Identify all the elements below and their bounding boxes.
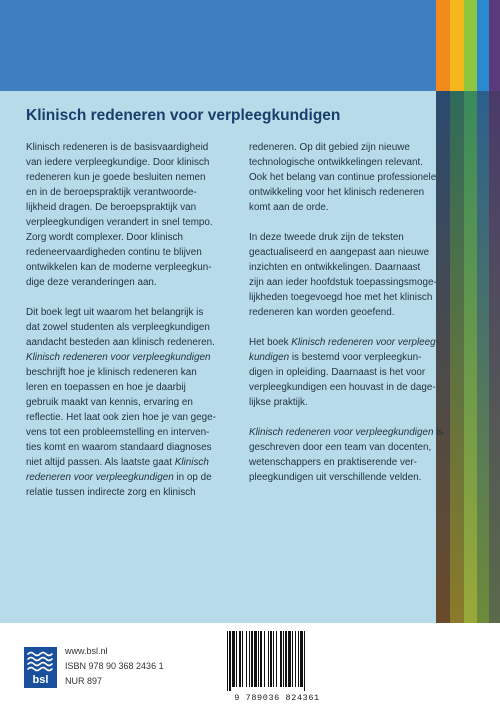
text-line: dige deze veranderingen aan. — [26, 277, 157, 288]
text-line: zijn aan ieder hoofdstuk toepassingsmoge- — [249, 277, 437, 288]
barcode-bar — [258, 631, 259, 687]
text-line: ties komt en waarom standaard diagnoses — [26, 442, 212, 453]
barcode-bar — [242, 631, 243, 687]
text-line: ontwikkeling voor het klinisch redeneren — [249, 187, 425, 198]
text-line: redeneervaardigheden continu te blijven — [26, 247, 202, 258]
text-line: geactualiseerd en aangepast aan nieuwe — [249, 247, 430, 258]
barcode-bar — [239, 631, 241, 687]
text-line: redeneren kun je goede besluiten nemen — [26, 172, 206, 183]
paragraph-second-edition — [249, 230, 441, 320]
text-line: van iedere verpleegkundige. Door klinisch — [26, 157, 210, 168]
text-line: digen in opleiding. Daarnaast is het voor — [249, 367, 426, 378]
text-line: redeneren kan worden geoefend. — [249, 307, 395, 318]
text-line: wetenschappers en praktiserende ver- — [249, 457, 417, 468]
paragraph-audience — [249, 335, 441, 410]
barcode-bar — [246, 631, 247, 687]
text-line: technologische ontwikkelingen relevant. — [249, 157, 424, 168]
paragraph-technology — [249, 140, 441, 215]
text-line: Klinisch redeneren is de basisvaardigheid — [26, 142, 209, 153]
text-line — [26, 470, 218, 485]
text-line — [26, 350, 218, 365]
stripe-yellow — [450, 0, 464, 623]
stripe-green — [464, 0, 477, 623]
barcode-bar — [304, 631, 305, 691]
book-title-italic: Klinisch redeneren voor verpleegkundigen — [249, 427, 434, 438]
text-line — [26, 455, 218, 470]
text-line: dat zowel studenten als verpleegkundigen — [26, 322, 210, 333]
stripe-blue — [477, 0, 489, 623]
barcode-bar — [283, 631, 284, 687]
publisher-logo — [24, 647, 57, 688]
barcode-digits: 9 789036 824361 — [234, 693, 320, 703]
text-line: Ook het belang van continue professionele — [249, 172, 437, 183]
isbn-number: ISBN 978 90 368 2436 1 — [65, 661, 164, 671]
barcode-bar — [280, 631, 282, 687]
publisher-logo-mark-icon — [24, 647, 57, 675]
text-line: Dit boek legt uit waarom het belangrijk is — [26, 307, 204, 318]
text-line: ontwikkelen kan de moderne verpleegkun- — [26, 262, 212, 273]
paragraph-authors — [249, 425, 444, 485]
barcode-bar — [285, 631, 287, 687]
text-span: niet altijd passen. Als laatste gaat — [26, 457, 173, 468]
barcode-bar — [251, 631, 253, 687]
text-span: is — [433, 427, 444, 438]
book-title-italic: Klinisch redeneren voor verpleeg- — [291, 337, 439, 348]
text-line: komt aan de orde. — [249, 202, 329, 213]
stripe-purple — [489, 0, 500, 623]
text-line: relatie tussen indirecte zorg en klinisch — [26, 487, 196, 498]
paragraph-purpose — [26, 305, 218, 500]
text-line: lijkheden toegevoegd hoe met het klinisch — [249, 292, 433, 303]
barcode-bar — [298, 631, 299, 687]
book-title: Klinisch redeneren voor verpleegkundigen — [26, 107, 341, 124]
text-line — [249, 350, 441, 365]
barcode-bar — [254, 631, 257, 687]
isbn-barcode — [221, 631, 333, 703]
barcode-bar — [260, 631, 262, 687]
book-title-italic: Klinisch — [174, 457, 209, 468]
text-line: In deze tweede druk zijn de teksten — [249, 232, 404, 243]
barcode-bar — [268, 631, 269, 687]
text-line: verpleegkundigen verandert in snel tempo. — [26, 217, 213, 228]
publisher-website: www.bsl.nl — [65, 646, 108, 656]
paragraph-intro — [26, 140, 218, 290]
barcode-bar — [249, 631, 250, 687]
barcode-bars-icon — [221, 631, 333, 691]
text-span: is bestemd voor verpleegkun- — [289, 352, 422, 363]
text-span: in op de — [173, 472, 212, 483]
barcode-bar — [227, 631, 228, 691]
text-line: verpleegkundigen een houvast in de dage- — [249, 382, 436, 393]
text-line: pleegkundigen uit verschillende velden. — [249, 472, 422, 483]
barcode-bar — [276, 631, 277, 687]
text-line: lijkse praktijk. — [249, 397, 308, 408]
text-line: inzichten en ontwikkelingen. Daarnaast — [249, 262, 421, 273]
text-line: reflectie. Het laat ook zien hoe je van gege- — [26, 412, 216, 423]
publisher-logo-text: bsl — [32, 674, 49, 686]
book-title-italic: redeneren voor verpleegkundigen — [26, 472, 174, 483]
text-line: en in de beroepspraktijk verantwoorde- — [26, 187, 197, 198]
blurb-right-column — [249, 140, 444, 500]
barcode-bar — [300, 631, 303, 687]
barcode-bar — [236, 631, 237, 687]
text-line: redeneren. Op dit gebied zijn nieuwe — [249, 142, 410, 153]
text-line: leren en toepassen en hoe je daarbij — [26, 382, 186, 393]
text-line — [249, 425, 444, 440]
barcode-bar — [295, 631, 296, 687]
text-line: geschreven door een team van docenten, — [249, 442, 432, 453]
book-title-italic: Klinisch redeneren voor verpleegkundigen — [26, 352, 211, 363]
barcode-bar — [288, 631, 291, 687]
text-span: Het boek — [249, 337, 292, 348]
barcode-bar — [292, 631, 293, 687]
text-line: Zorg wordt complexer. Door klinisch — [26, 232, 183, 243]
barcode-bar — [273, 631, 274, 687]
text-line: aandacht besteden aan klinisch redeneren. — [26, 337, 215, 348]
barcode-bar — [232, 631, 235, 687]
text-line — [249, 335, 441, 350]
blurb-left-column — [26, 140, 218, 515]
publisher-info — [65, 644, 235, 689]
text-line: vens tot een probleemstelling en interven- — [26, 427, 210, 438]
nur-code: NUR 897 — [65, 676, 103, 686]
top-color-band — [0, 0, 500, 91]
barcode-bar — [264, 631, 265, 687]
text-line: beschrijft hoe je klinisch redeneren kan — [26, 367, 197, 378]
text-line: lijkheid dragen. De beroepspraktijk van — [26, 202, 197, 213]
book-title-italic: kundigen — [249, 352, 290, 363]
text-line: gebruik maakt van kennis, ervaring en — [26, 397, 193, 408]
barcode-bar — [229, 631, 231, 691]
barcode-bar — [270, 631, 272, 687]
